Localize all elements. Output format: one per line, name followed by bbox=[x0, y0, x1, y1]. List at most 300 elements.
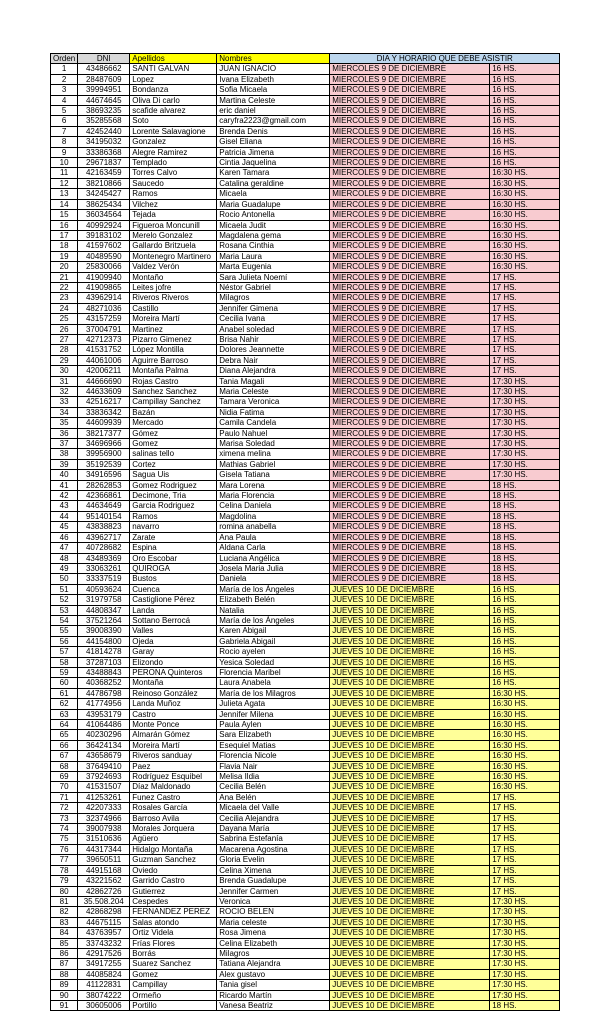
cell-apellidos: Gomez Rodriguez bbox=[130, 480, 217, 490]
cell-dia: MIERCOLES 9 DE DICIEMBRE bbox=[330, 230, 490, 240]
table-row bbox=[51, 334, 560, 344]
cell-hora: 16 HS. bbox=[490, 74, 560, 84]
cell-nombres: Elizabeth Belén bbox=[217, 595, 330, 605]
cell-dia: JUEVES 10 DE DICIEMBRE bbox=[330, 928, 490, 938]
cell-nombres: Florencia Nicole bbox=[217, 751, 330, 761]
cell-hora: 16:30 HS. bbox=[490, 230, 560, 240]
table-row bbox=[51, 85, 560, 95]
cell-apellidos: Ojeda bbox=[130, 636, 217, 646]
cell-hora: 16 HS. bbox=[490, 64, 560, 74]
table-row bbox=[51, 563, 560, 573]
cell-nombres: Cintia Jaquelina bbox=[217, 158, 330, 168]
table-row bbox=[51, 491, 560, 501]
cell-orden: 11 bbox=[51, 168, 78, 178]
cell-dia: MIERCOLES 9 DE DICIEMBRE bbox=[330, 439, 490, 449]
cell-dni: 32374966 bbox=[78, 813, 130, 823]
cell-dni: 34245427 bbox=[78, 189, 130, 199]
cell-dni: 44915168 bbox=[78, 865, 130, 875]
table-row bbox=[51, 64, 560, 74]
cell-hora: 16 HS. bbox=[490, 126, 560, 136]
table-row bbox=[51, 615, 560, 625]
cell-dni: 44317344 bbox=[78, 844, 130, 854]
cell-dni: 41774956 bbox=[78, 699, 130, 709]
cell-apellidos: Sagua Uis bbox=[130, 470, 217, 480]
cell-dni: 43489369 bbox=[78, 553, 130, 563]
cell-nombres: Brenda Denis bbox=[217, 126, 330, 136]
cell-hora: 16:30 HS. bbox=[490, 262, 560, 272]
cell-nombres: Tatiana Alejandra bbox=[217, 959, 330, 969]
cell-dni: 44666690 bbox=[78, 376, 130, 386]
cell-dia: JUEVES 10 DE DICIEMBRE bbox=[330, 948, 490, 958]
cell-apellidos: QUIROGA bbox=[130, 563, 217, 573]
cell-hora: 18 HS. bbox=[490, 532, 560, 542]
cell-orden: 56 bbox=[51, 636, 78, 646]
cell-orden: 63 bbox=[51, 709, 78, 719]
cell-orden: 72 bbox=[51, 803, 78, 813]
cell-dia: MIERCOLES 9 DE DICIEMBRE bbox=[330, 303, 490, 313]
cell-apellidos: Garay bbox=[130, 647, 217, 657]
table-row bbox=[51, 355, 560, 365]
cell-dia: JUEVES 10 DE DICIEMBRE bbox=[330, 824, 490, 834]
table-row bbox=[51, 272, 560, 282]
cell-nombres: Esequiel Matias bbox=[217, 740, 330, 750]
cell-hora: 17:30 HS. bbox=[490, 428, 560, 438]
table-row bbox=[51, 501, 560, 511]
cell-dia: JUEVES 10 DE DICIEMBRE bbox=[330, 667, 490, 677]
cell-dia: MIERCOLES 9 DE DICIEMBRE bbox=[330, 251, 490, 261]
cell-hora: 16 HS. bbox=[490, 605, 560, 615]
cell-dni: 43838823 bbox=[78, 522, 130, 532]
cell-apellidos: Díaz Maldonado bbox=[130, 782, 217, 792]
cell-dni: 41597602 bbox=[78, 241, 130, 251]
cell-dni: 33337519 bbox=[78, 574, 130, 584]
cell-hora: 17:30 HS. bbox=[490, 449, 560, 459]
table-row bbox=[51, 834, 560, 844]
table-row bbox=[51, 137, 560, 147]
cell-hora: 17:30 HS. bbox=[490, 470, 560, 480]
table-row bbox=[51, 366, 560, 376]
cell-dni: 41253261 bbox=[78, 792, 130, 802]
cell-orden: 57 bbox=[51, 647, 78, 657]
cell-dia: JUEVES 10 DE DICIEMBRE bbox=[330, 782, 490, 792]
cell-orden: 45 bbox=[51, 522, 78, 532]
cell-dni: 40593624 bbox=[78, 584, 130, 594]
cell-orden: 2 bbox=[51, 74, 78, 84]
cell-hora: 17:30 HS. bbox=[490, 928, 560, 938]
cell-hora: 17 HS. bbox=[490, 324, 560, 334]
cell-dia: JUEVES 10 DE DICIEMBRE bbox=[330, 699, 490, 709]
table-row bbox=[51, 980, 560, 990]
cell-nombres: Magdalena gema bbox=[217, 230, 330, 240]
cell-apellidos: Alegre Ramirez bbox=[130, 147, 217, 157]
cell-apellidos: Cortez bbox=[130, 459, 217, 469]
cell-dia: JUEVES 10 DE DICIEMBRE bbox=[330, 917, 490, 927]
cell-apellidos: Frías Flores bbox=[130, 938, 217, 948]
cell-dni: 41064486 bbox=[78, 720, 130, 730]
cell-dni: 43962914 bbox=[78, 293, 130, 303]
cell-hora: 18 HS. bbox=[490, 491, 560, 501]
table-row bbox=[51, 147, 560, 157]
cell-hora: 17:30 HS. bbox=[490, 407, 560, 417]
cell-dni: 37649410 bbox=[78, 761, 130, 771]
cell-dni: 43488843 bbox=[78, 667, 130, 677]
cell-orden: 78 bbox=[51, 865, 78, 875]
cell-hora: 17:30 HS. bbox=[490, 969, 560, 979]
cell-dni: 40230296 bbox=[78, 730, 130, 740]
cell-orden: 49 bbox=[51, 563, 78, 573]
cell-hora: 16:30 HS. bbox=[490, 688, 560, 698]
cell-orden: 46 bbox=[51, 532, 78, 542]
cell-dia: MIERCOLES 9 DE DICIEMBRE bbox=[330, 334, 490, 344]
cell-dni: 28487609 bbox=[78, 74, 130, 84]
header-nombres: Nombres bbox=[217, 54, 330, 64]
cell-nombres: María de los Ángeles bbox=[217, 615, 330, 625]
table-row bbox=[51, 886, 560, 896]
cell-hora: 18 HS. bbox=[490, 511, 560, 521]
cell-nombres: Micaela bbox=[217, 189, 330, 199]
cell-orden: 90 bbox=[51, 990, 78, 1000]
cell-apellidos: Funez Castro bbox=[130, 792, 217, 802]
cell-dia: MIERCOLES 9 DE DICIEMBRE bbox=[330, 543, 490, 553]
cell-orden: 81 bbox=[51, 896, 78, 906]
cell-dia: MIERCOLES 9 DE DICIEMBRE bbox=[330, 168, 490, 178]
cell-apellidos: Gallardo Britzuela bbox=[130, 241, 217, 251]
cell-orden: 91 bbox=[51, 1000, 78, 1010]
cell-hora: 17 HS. bbox=[490, 366, 560, 376]
cell-orden: 51 bbox=[51, 584, 78, 594]
cell-dni: 38074222 bbox=[78, 990, 130, 1000]
cell-nombres: Natalia bbox=[217, 605, 330, 615]
cell-nombres: Brenda Guadalupe bbox=[217, 876, 330, 886]
cell-dni: 33836342 bbox=[78, 407, 130, 417]
cell-dia: MIERCOLES 9 DE DICIEMBRE bbox=[330, 376, 490, 386]
cell-orden: 7 bbox=[51, 126, 78, 136]
cell-hora: 16:30 HS. bbox=[490, 189, 560, 199]
cell-hora: 16:30 HS. bbox=[490, 782, 560, 792]
cell-apellidos: Tejada bbox=[130, 210, 217, 220]
cell-orden: 5 bbox=[51, 106, 78, 116]
cell-nombres: Cecilia Belén bbox=[217, 782, 330, 792]
cell-nombres: Camila Candela bbox=[217, 418, 330, 428]
cell-dia: JUEVES 10 DE DICIEMBRE bbox=[330, 605, 490, 615]
cell-dia: JUEVES 10 DE DICIEMBRE bbox=[330, 678, 490, 688]
cell-nombres: Patricia Jimena bbox=[217, 147, 330, 157]
table-row bbox=[51, 95, 560, 105]
cell-dia: MIERCOLES 9 DE DICIEMBRE bbox=[330, 428, 490, 438]
cell-dia: MIERCOLES 9 DE DICIEMBRE bbox=[330, 95, 490, 105]
table-row bbox=[51, 532, 560, 542]
cell-dni: 42917526 bbox=[78, 948, 130, 958]
table-row bbox=[51, 428, 560, 438]
table-row bbox=[51, 782, 560, 792]
cell-nombres: María de los Ángeles bbox=[217, 584, 330, 594]
cell-dia: JUEVES 10 DE DICIEMBRE bbox=[330, 657, 490, 667]
cell-apellidos: Figueroa Moncunill bbox=[130, 220, 217, 230]
cell-dia: MIERCOLES 9 DE DICIEMBRE bbox=[330, 397, 490, 407]
cell-dni: 34195032 bbox=[78, 137, 130, 147]
cell-nombres: Yesica Soledad bbox=[217, 657, 330, 667]
cell-orden: 22 bbox=[51, 282, 78, 292]
cell-dia: MIERCOLES 9 DE DICIEMBRE bbox=[330, 480, 490, 490]
table-row bbox=[51, 740, 560, 750]
cell-orden: 35 bbox=[51, 418, 78, 428]
cell-apellidos: Guzman Sanchez bbox=[130, 855, 217, 865]
cell-apellidos: Suarez Sanchez bbox=[130, 959, 217, 969]
cell-dia: MIERCOLES 9 DE DICIEMBRE bbox=[330, 355, 490, 365]
table-row bbox=[51, 407, 560, 417]
cell-orden: 65 bbox=[51, 730, 78, 740]
cell-dia: JUEVES 10 DE DICIEMBRE bbox=[330, 886, 490, 896]
cell-dia: JUEVES 10 DE DICIEMBRE bbox=[330, 803, 490, 813]
table-row bbox=[51, 720, 560, 730]
cell-dia: MIERCOLES 9 DE DICIEMBRE bbox=[330, 574, 490, 584]
cell-dia: MIERCOLES 9 DE DICIEMBRE bbox=[330, 116, 490, 126]
cell-dni: 43962717 bbox=[78, 532, 130, 542]
table-row bbox=[51, 709, 560, 719]
cell-dia: MIERCOLES 9 DE DICIEMBRE bbox=[330, 74, 490, 84]
cell-apellidos: López Montilla bbox=[130, 345, 217, 355]
cell-nombres: Mara Lorena bbox=[217, 480, 330, 490]
cell-dni: 44085824 bbox=[78, 969, 130, 979]
cell-orden: 26 bbox=[51, 324, 78, 334]
table-row bbox=[51, 189, 560, 199]
cell-hora: 18 HS. bbox=[490, 553, 560, 563]
cell-dni: 43157259 bbox=[78, 314, 130, 324]
cell-hora: 17:30 HS. bbox=[490, 907, 560, 917]
cell-hora: 16:30 HS. bbox=[490, 740, 560, 750]
header-row bbox=[51, 54, 560, 64]
cell-hora: 17 HS. bbox=[490, 314, 560, 324]
table-row bbox=[51, 282, 560, 292]
cell-nombres: Celina Ximena bbox=[217, 865, 330, 875]
cell-apellidos: Bondanza bbox=[130, 85, 217, 95]
table-row bbox=[51, 1000, 560, 1010]
cell-dia: JUEVES 10 DE DICIEMBRE bbox=[330, 855, 490, 865]
cell-dia: JUEVES 10 DE DICIEMBRE bbox=[330, 834, 490, 844]
cell-apellidos: Hidalgo Montaña bbox=[130, 844, 217, 854]
cell-nombres: Sara Elizabeth bbox=[217, 730, 330, 740]
cell-hora: 18 HS. bbox=[490, 543, 560, 553]
cell-apellidos: Paez bbox=[130, 761, 217, 771]
table-row bbox=[51, 948, 560, 958]
cell-dni: 39650511 bbox=[78, 855, 130, 865]
table-row bbox=[51, 345, 560, 355]
cell-hora: 17 HS. bbox=[490, 834, 560, 844]
cell-nombres: eric daniel bbox=[217, 106, 330, 116]
cell-apellidos: Castro bbox=[130, 709, 217, 719]
cell-orden: 58 bbox=[51, 657, 78, 667]
cell-orden: 60 bbox=[51, 678, 78, 688]
cell-dni: 41909865 bbox=[78, 282, 130, 292]
cell-hora: 16:30 HS. bbox=[490, 751, 560, 761]
cell-dni: 37924693 bbox=[78, 772, 130, 782]
cell-nombres: María de los Milagros bbox=[217, 688, 330, 698]
cell-dni: 39994951 bbox=[78, 85, 130, 95]
cell-dia: MIERCOLES 9 DE DICIEMBRE bbox=[330, 241, 490, 251]
cell-nombres: Gisela Tatiana bbox=[217, 470, 330, 480]
table-row bbox=[51, 116, 560, 126]
cell-orden: 89 bbox=[51, 980, 78, 990]
cell-orden: 6 bbox=[51, 116, 78, 126]
cell-orden: 85 bbox=[51, 938, 78, 948]
cell-hora: 16:30 HS. bbox=[490, 178, 560, 188]
cell-apellidos: Moreira Martí bbox=[130, 314, 217, 324]
cell-dni: 40489590 bbox=[78, 251, 130, 261]
cell-dni: 39008390 bbox=[78, 626, 130, 636]
cell-orden: 79 bbox=[51, 876, 78, 886]
header-apellidos: Apellidos bbox=[130, 54, 217, 64]
header-orden: Orden bbox=[51, 54, 78, 64]
cell-apellidos: Rojas Castro bbox=[130, 376, 217, 386]
cell-hora: 16:30 HS. bbox=[490, 772, 560, 782]
table-row bbox=[51, 699, 560, 709]
cell-apellidos: Gomez bbox=[130, 439, 217, 449]
cell-dia: JUEVES 10 DE DICIEMBRE bbox=[330, 865, 490, 875]
cell-nombres: Flavia Nair bbox=[217, 761, 330, 771]
cell-nombres: Rocio Antonella bbox=[217, 210, 330, 220]
cell-apellidos: Montaño bbox=[130, 272, 217, 282]
cell-hora: 17 HS. bbox=[490, 865, 560, 875]
cell-dni: 43221562 bbox=[78, 876, 130, 886]
table-row bbox=[51, 907, 560, 917]
cell-apellidos: Montaña bbox=[130, 678, 217, 688]
cell-dni: 31979758 bbox=[78, 595, 130, 605]
cell-hora: 17:30 HS. bbox=[490, 990, 560, 1000]
cell-nombres: Dolores Jeannette bbox=[217, 345, 330, 355]
table-row bbox=[51, 813, 560, 823]
cell-hora: 17 HS. bbox=[490, 813, 560, 823]
cell-apellidos: Ramos bbox=[130, 189, 217, 199]
cell-dni: 44154800 bbox=[78, 636, 130, 646]
cell-nombres: Jennifer Milena bbox=[217, 709, 330, 719]
cell-orden: 31 bbox=[51, 376, 78, 386]
cell-dni: 41531507 bbox=[78, 782, 130, 792]
cell-dni: 42163459 bbox=[78, 168, 130, 178]
cell-hora: 17 HS. bbox=[490, 886, 560, 896]
cell-nombres: Tamara Veronica bbox=[217, 397, 330, 407]
cell-apellidos: Rodríguez Esquibel bbox=[130, 772, 217, 782]
cell-orden: 84 bbox=[51, 928, 78, 938]
cell-apellidos: Oliva Di carlo bbox=[130, 95, 217, 105]
cell-orden: 76 bbox=[51, 844, 78, 854]
cell-nombres: Luciana Angélica bbox=[217, 553, 330, 563]
cell-dia: JUEVES 10 DE DICIEMBRE bbox=[330, 688, 490, 698]
cell-apellidos: Decimone, Tria bbox=[130, 491, 217, 501]
cell-hora: 17:30 HS. bbox=[490, 938, 560, 948]
table-row bbox=[51, 667, 560, 677]
cell-orden: 36 bbox=[51, 428, 78, 438]
cell-apellidos: Gonzalez bbox=[130, 137, 217, 147]
cell-nombres: Tania gisel bbox=[217, 980, 330, 990]
table-row bbox=[51, 480, 560, 490]
table-row bbox=[51, 470, 560, 480]
cell-dni: 40728682 bbox=[78, 543, 130, 553]
cell-nombres: Laura Anabela bbox=[217, 678, 330, 688]
cell-orden: 64 bbox=[51, 720, 78, 730]
cell-hora: 16 HS. bbox=[490, 595, 560, 605]
cell-hora: 17 HS. bbox=[490, 272, 560, 282]
cell-dni: 35285568 bbox=[78, 116, 130, 126]
cell-hora: 16:30 HS. bbox=[490, 251, 560, 261]
cell-nombres: Néstor Gabriel bbox=[217, 282, 330, 292]
cell-nombres: Micaela del Valle bbox=[217, 803, 330, 813]
cell-nombres: Brisa Nahir bbox=[217, 334, 330, 344]
cell-dni: 33386368 bbox=[78, 147, 130, 157]
cell-hora: 16 HS. bbox=[490, 584, 560, 594]
cell-dia: JUEVES 10 DE DICIEMBRE bbox=[330, 813, 490, 823]
cell-nombres: Rocio ayelen bbox=[217, 647, 330, 657]
cell-dni: 38217377 bbox=[78, 428, 130, 438]
cell-apellidos: Campillay Sanchez bbox=[130, 397, 217, 407]
cell-hora: 17 HS. bbox=[490, 334, 560, 344]
cell-orden: 80 bbox=[51, 886, 78, 896]
cell-apellidos: Cespedes bbox=[130, 896, 217, 906]
table-row bbox=[51, 647, 560, 657]
cell-nombres: Ricardo Martín bbox=[217, 990, 330, 1000]
table-row bbox=[51, 126, 560, 136]
table-row bbox=[51, 543, 560, 553]
table-row bbox=[51, 824, 560, 834]
table-row bbox=[51, 678, 560, 688]
cell-apellidos: Ormeño bbox=[130, 990, 217, 1000]
cell-orden: 42 bbox=[51, 491, 78, 501]
cell-nombres: Milagros bbox=[217, 293, 330, 303]
cell-dia: JUEVES 10 DE DICIEMBRE bbox=[330, 990, 490, 1000]
table-row bbox=[51, 626, 560, 636]
cell-nombres: Gabriela Abigail bbox=[217, 636, 330, 646]
cell-apellidos: Garrido Castro bbox=[130, 876, 217, 886]
cell-dia: MIERCOLES 9 DE DICIEMBRE bbox=[330, 282, 490, 292]
cell-hora: 16 HS. bbox=[490, 106, 560, 116]
cell-apellidos: Leites jofre bbox=[130, 282, 217, 292]
cell-dia: MIERCOLES 9 DE DICIEMBRE bbox=[330, 293, 490, 303]
table-row bbox=[51, 969, 560, 979]
cell-nombres: Martina Celeste bbox=[217, 95, 330, 105]
cell-orden: 74 bbox=[51, 824, 78, 834]
cell-nombres: Maria Florencia bbox=[217, 491, 330, 501]
cell-dia: MIERCOLES 9 DE DICIEMBRE bbox=[330, 491, 490, 501]
cell-apellidos: Almarán Gómez bbox=[130, 730, 217, 740]
cell-orden: 16 bbox=[51, 220, 78, 230]
cell-orden: 87 bbox=[51, 959, 78, 969]
cell-hora: 17 HS. bbox=[490, 855, 560, 865]
cell-dni: 38693235 bbox=[78, 106, 130, 116]
table-row bbox=[51, 584, 560, 594]
cell-orden: 55 bbox=[51, 626, 78, 636]
cell-dia: MIERCOLES 9 DE DICIEMBRE bbox=[330, 210, 490, 220]
cell-nombres: Maria Guadalupe bbox=[217, 199, 330, 209]
cell-dni: 37004791 bbox=[78, 324, 130, 334]
cell-hora: 16:30 HS. bbox=[490, 220, 560, 230]
cell-hora: 17 HS. bbox=[490, 282, 560, 292]
cell-nombres: Celina Daniela bbox=[217, 501, 330, 511]
cell-dia: JUEVES 10 DE DICIEMBRE bbox=[330, 772, 490, 782]
cell-hora: 16 HS. bbox=[490, 636, 560, 646]
cell-dia: JUEVES 10 DE DICIEMBRE bbox=[330, 980, 490, 990]
cell-hora: 16:30 HS. bbox=[490, 730, 560, 740]
cell-hora: 17:30 HS. bbox=[490, 376, 560, 386]
cell-orden: 88 bbox=[51, 969, 78, 979]
table-row bbox=[51, 511, 560, 521]
cell-nombres: Gisel Eliana bbox=[217, 137, 330, 147]
cell-hora: 16:30 HS. bbox=[490, 699, 560, 709]
cell-dni: 44633609 bbox=[78, 387, 130, 397]
attendance-table bbox=[50, 53, 560, 1011]
cell-hora: 16 HS. bbox=[490, 85, 560, 95]
cell-nombres: JUAN IGNACIO bbox=[217, 64, 330, 74]
table-row bbox=[51, 865, 560, 875]
cell-dni: 42862726 bbox=[78, 886, 130, 896]
